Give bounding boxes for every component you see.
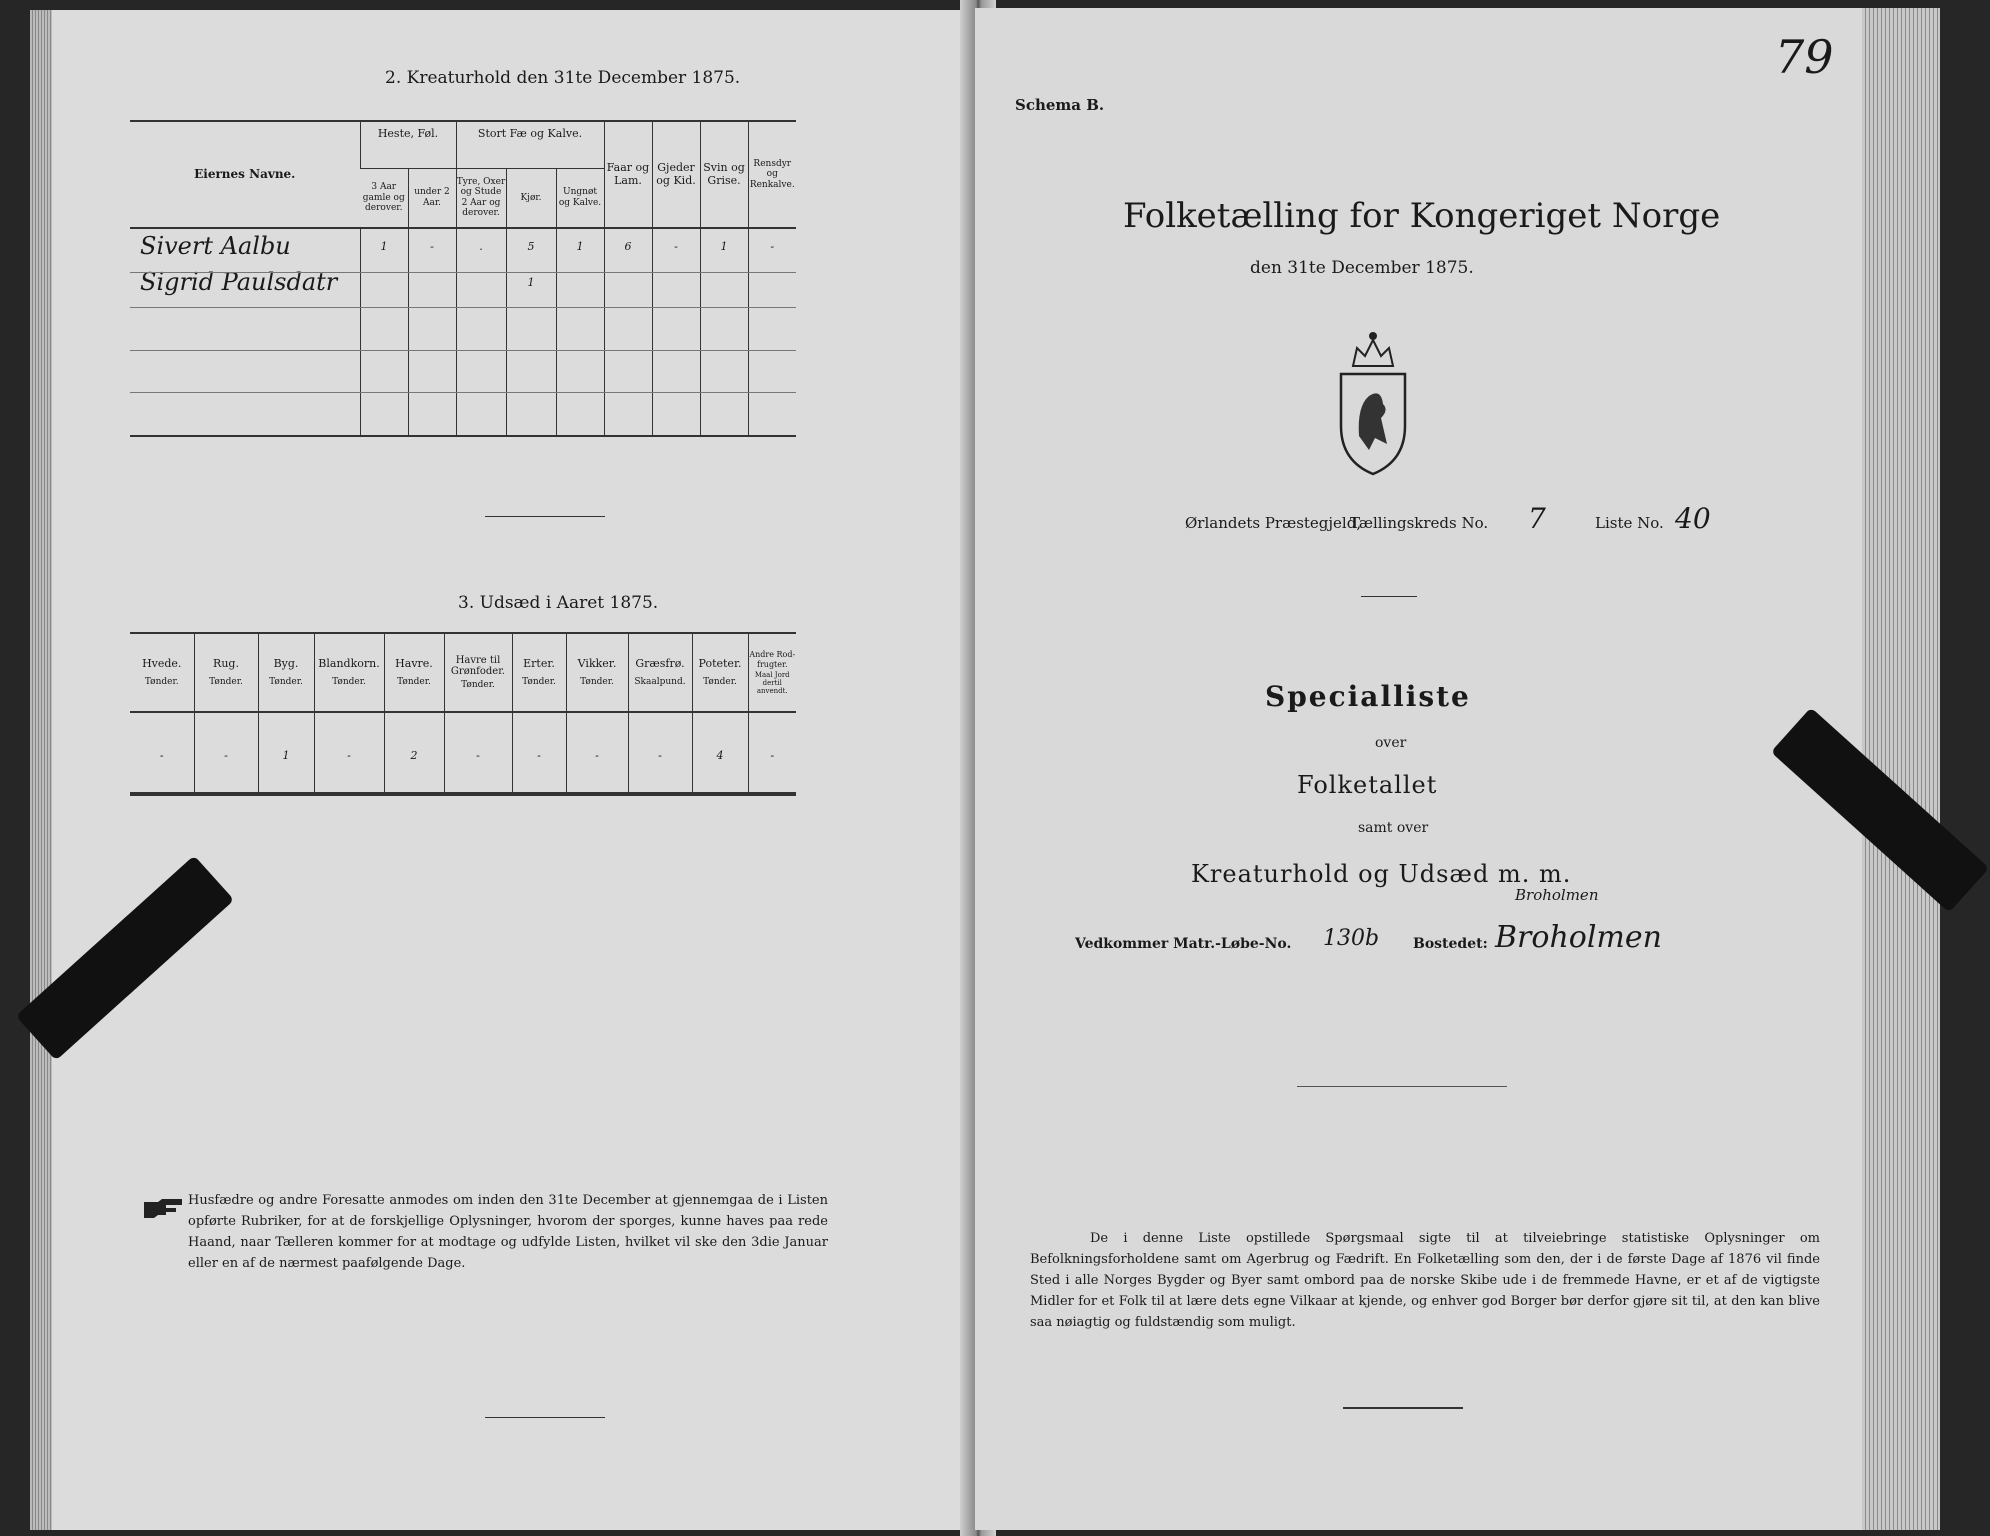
header-goats: Gjeder og Kid. xyxy=(652,122,700,227)
seed-name: Byg. xyxy=(273,657,299,671)
header-cattle: Stort Fæ og Kalve. xyxy=(456,122,604,168)
left-page xyxy=(30,10,981,1530)
seed-name: Poteter. xyxy=(698,657,742,671)
section2-title: 2. Kreaturhold den 31te December 1875. xyxy=(385,68,741,88)
seed-unit: Tønder. xyxy=(269,676,303,687)
header-cows: Kjør. xyxy=(506,168,556,227)
left-page-edge xyxy=(30,10,52,1530)
bostedet-label: Bostedet: xyxy=(1413,936,1488,952)
value-cell: 1 xyxy=(506,265,556,301)
separator-rule xyxy=(485,1417,605,1418)
row-line xyxy=(130,307,796,308)
samt-over-label: samt over xyxy=(1358,820,1429,836)
bostedet-value: Broholmen xyxy=(1495,920,1662,955)
coat-of-arms-icon xyxy=(1335,326,1411,476)
value-cell: 1 xyxy=(700,229,748,265)
seed-value: - xyxy=(512,720,566,793)
separator-rule xyxy=(1361,596,1417,597)
seed-header xyxy=(194,634,258,712)
main-subtitle: den 31te December 1875. xyxy=(1250,258,1474,278)
value-cell xyxy=(360,265,408,301)
seed-value: - xyxy=(159,748,164,762)
value-cell xyxy=(652,265,700,301)
seed-value: 4 xyxy=(692,720,748,793)
header-horses-3yr: 3 Aar gamle og derover. xyxy=(362,182,405,213)
table-row xyxy=(130,229,796,265)
matr-value: 130b xyxy=(1323,926,1380,951)
seed-value: 2 xyxy=(384,720,444,793)
seed-header xyxy=(628,634,692,712)
header-pigs: Svin og Grise. xyxy=(700,122,748,227)
seed-header xyxy=(692,634,748,712)
schema-label: Schema B. xyxy=(1015,96,1105,114)
table-row xyxy=(130,389,796,435)
seed-value: 1 xyxy=(258,720,314,793)
seed-unit: Tønder. xyxy=(332,676,366,687)
main-title: Folketælling for Kongeriget Norge xyxy=(1123,196,1721,236)
seed-name: Vikker. xyxy=(577,657,617,671)
specialliste-title: Specialliste xyxy=(1265,680,1471,713)
value-cell: - xyxy=(408,229,456,265)
value-cell: - xyxy=(748,229,796,265)
livestock-table xyxy=(130,229,796,435)
table-row xyxy=(130,720,796,793)
seed-unit: Tønder. xyxy=(144,676,179,687)
seed-unit: Tønder. xyxy=(703,676,737,687)
seed-value: - xyxy=(628,720,692,793)
prestegjeld-label: Ørlandets Præstegjeld, xyxy=(1185,514,1362,532)
seed-header xyxy=(258,634,314,712)
value-cell xyxy=(604,265,652,301)
row-line xyxy=(130,392,796,393)
value-cell: . xyxy=(456,229,506,265)
header-oxen: Tyre, Oxer og Stude 2 Aar og derover. xyxy=(456,168,506,227)
seed-name: Græsfrø. xyxy=(635,657,685,671)
seed-name: Havre til Grønfoder. xyxy=(450,654,506,678)
seed-unit: Tønder. xyxy=(209,676,243,687)
over-label: over xyxy=(1375,735,1407,751)
seed-header xyxy=(512,634,566,712)
seed-value: - xyxy=(194,720,258,793)
seed-unit: Maal Jord dertil anvendt. xyxy=(754,670,790,695)
value-cell xyxy=(408,265,456,301)
page-number: 79 xyxy=(1775,30,1834,84)
seed-value: - xyxy=(314,720,384,793)
seed-header xyxy=(444,634,512,712)
owner-cell: Sigrid Paulsdatr xyxy=(140,268,338,297)
seed-unit: Tønder. xyxy=(580,676,614,687)
notice-text: Husfædre og andre Foresatte anmodes om inden den 31te December at gjennemgaa de i Listen opførte Rubriker, for at de forskjellige Oplysninger, hvorom der sporges, kunne haves paa rede Haand, naar Tælleren kommer for at modtage og udfylde Listen, hvilket vil ske den 3die Januar eller en af de nærmest paafølgende Dage. xyxy=(188,1193,828,1271)
value-cell: 6 xyxy=(604,229,652,265)
separator-rule xyxy=(1343,1407,1463,1409)
row-line xyxy=(130,350,796,351)
value-cell: 5 xyxy=(506,229,556,265)
value-cell xyxy=(700,265,748,301)
table-row xyxy=(130,345,796,389)
seed-header xyxy=(130,634,194,712)
folketallet-label: Folketallet xyxy=(1297,771,1438,799)
seed-name: Erter. xyxy=(523,657,555,671)
owner-cell: Sivert Aalbu xyxy=(140,232,291,261)
header-reindeer: Rensdyr og Renkalve. xyxy=(748,122,796,227)
kreaturhold-label: Kreaturhold og Udsæd m. m. xyxy=(1191,860,1572,888)
seed-value: - xyxy=(566,720,628,793)
section3-title: 3. Udsæd i Aaret 1875. xyxy=(458,593,659,613)
value-cell: - xyxy=(652,229,700,265)
livestock-header xyxy=(130,122,796,227)
seed-name: Blandkorn. xyxy=(318,657,380,671)
seed-header xyxy=(384,634,444,712)
value-cell: 1 xyxy=(556,229,604,265)
separator-rule xyxy=(1297,1086,1507,1087)
value-cell xyxy=(556,265,604,301)
header-sheep: Faar og Lam. xyxy=(604,122,652,227)
table-row xyxy=(130,265,796,301)
seed-value: - xyxy=(444,720,512,793)
header-horses: Heste, Føl. xyxy=(360,122,456,168)
value-cell: 1 xyxy=(360,229,408,265)
seed-unit: Tønder. xyxy=(397,676,431,687)
header-owner: Eiernes Navne. xyxy=(194,166,296,181)
seed-unit: Skaalpund. xyxy=(634,676,686,687)
matr-label: Vedkommer Matr.-Løbe-No. xyxy=(1075,936,1292,952)
seed-table xyxy=(130,634,796,794)
row-line xyxy=(130,272,796,273)
liste-label: Liste No. xyxy=(1595,514,1664,532)
seed-header xyxy=(748,634,796,712)
seed-name: Hvede. xyxy=(142,657,182,671)
seed-unit: Tønder. xyxy=(522,676,556,687)
seed-name: Rug. xyxy=(213,657,239,671)
footer-text: De i denne Liste opstillede Spørgsmaal sigte til at tilveiebringe statistiske Oplysninger om Befolkningsforholdene samt om Agerbrug og Fædrift. En Folketælling som den, der i de første Dage af 1876 vil finde Sted i alle Norges Bygder og Byer samt ombord paa de norske Skibe ude i de fremmede Havne, er et af de vigtigste Midler for et Folk til at lære dets egne Vilkaar at kjende, og enhver god Borger bør derfor gjøre sit til, at den kan blive saa nøiagtig og fuldstændig som muligt. xyxy=(1030,1231,1820,1330)
pointing-hand-icon xyxy=(142,1196,182,1220)
seed-header xyxy=(314,634,384,712)
kreds-label: Tællingskreds No. xyxy=(1350,514,1489,532)
header-horses-under2: under 2 Aar. xyxy=(408,168,456,227)
separator-rule xyxy=(485,516,605,517)
liste-value: 40 xyxy=(1675,502,1711,535)
header-young: Ungnøt og Kalve. xyxy=(556,168,604,227)
value-cell xyxy=(456,265,506,301)
value-cell xyxy=(748,265,796,301)
seed-header xyxy=(566,634,628,712)
seed-name: Havre. xyxy=(395,657,433,671)
seed-value: - xyxy=(748,720,796,793)
kreds-value: 7 xyxy=(1528,502,1546,535)
bostedet-annotation: Broholmen xyxy=(1515,886,1599,904)
seed-name: Andre Rod-frugter. xyxy=(749,650,796,669)
livestock-bottom-rule xyxy=(130,435,796,437)
seed-unit: Tønder. xyxy=(461,679,495,690)
seed-bottom-rule xyxy=(130,794,796,796)
